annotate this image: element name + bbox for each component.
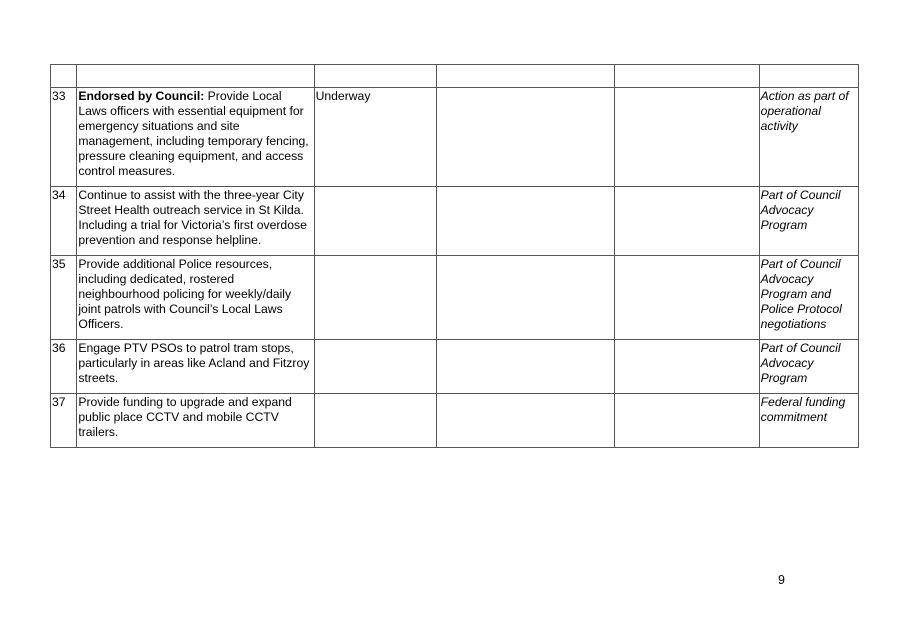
header-cell-number	[51, 65, 77, 88]
note-cell: Action as part of operational activity	[759, 88, 858, 187]
empty-cell	[437, 187, 614, 256]
empty-cell	[437, 256, 614, 340]
table-header-row	[51, 65, 859, 88]
empty-cell	[437, 88, 614, 187]
status-cell	[314, 340, 437, 394]
note-cell: Federal funding commitment	[759, 394, 858, 448]
header-cell-action	[77, 65, 314, 88]
header-cell-col5	[614, 65, 759, 88]
empty-cell	[437, 340, 614, 394]
empty-cell	[614, 394, 759, 448]
status-cell	[314, 187, 437, 256]
action-text: Engage PTV PSOs to patrol tram stops, particularly in areas like Acland and Fitzroy streets.	[78, 341, 310, 385]
action-text: Provide additional Police resources, including dedicated, rostered neighbourhood policing for weekly/daily joint patrols with Council’s Local Laws Officers.	[78, 257, 292, 331]
page-number: 9	[778, 573, 785, 587]
action-bold-prefix: Endorsed by Council:	[78, 89, 205, 103]
note-cell: Part of Council Advocacy Program and Police Protocol negotiations	[759, 256, 858, 340]
status-cell	[314, 256, 437, 340]
action-text: Provide funding to upgrade and expand public place CCTV and mobile CCTV trailers.	[78, 395, 292, 439]
row-number-cell: 35	[51, 256, 77, 340]
note-cell: Part of Council Advocacy Program	[759, 340, 858, 394]
action-cell	[77, 187, 314, 256]
action-cell	[77, 340, 314, 394]
row-number-cell: 36	[51, 340, 77, 394]
empty-cell	[614, 256, 759, 340]
status-cell: Underway	[314, 88, 437, 187]
note-cell: Part of Council Advocacy Program	[759, 187, 858, 256]
empty-cell	[614, 187, 759, 256]
action-text: Continue to assist with the three-year City Street Health outreach service in St Kilda. Including a trial for Victoria’s first overdose prevention and response helpline.	[78, 188, 307, 247]
table-row	[51, 88, 859, 187]
row-number-cell: 37	[51, 394, 77, 448]
empty-cell	[614, 88, 759, 187]
table-row	[51, 187, 859, 256]
header-cell-note	[759, 65, 858, 88]
header-cell-status	[314, 65, 437, 88]
action-cell	[77, 256, 314, 340]
table-row	[51, 340, 859, 394]
action-cell	[77, 394, 314, 448]
action-text: Provide Local Laws officers with essential equipment for emergency situations and site management, including temporary fencing, pressure cleaning equipment, and access control measures.	[78, 89, 309, 178]
table-row	[51, 256, 859, 340]
action-cell	[77, 88, 314, 187]
table-row	[51, 394, 859, 448]
row-number-cell: 34	[51, 187, 77, 256]
empty-cell	[437, 394, 614, 448]
empty-cell	[614, 340, 759, 394]
status-cell	[314, 394, 437, 448]
row-number-cell: 33	[51, 88, 77, 187]
header-cell-col4	[437, 65, 614, 88]
action-plan-table	[50, 64, 859, 448]
